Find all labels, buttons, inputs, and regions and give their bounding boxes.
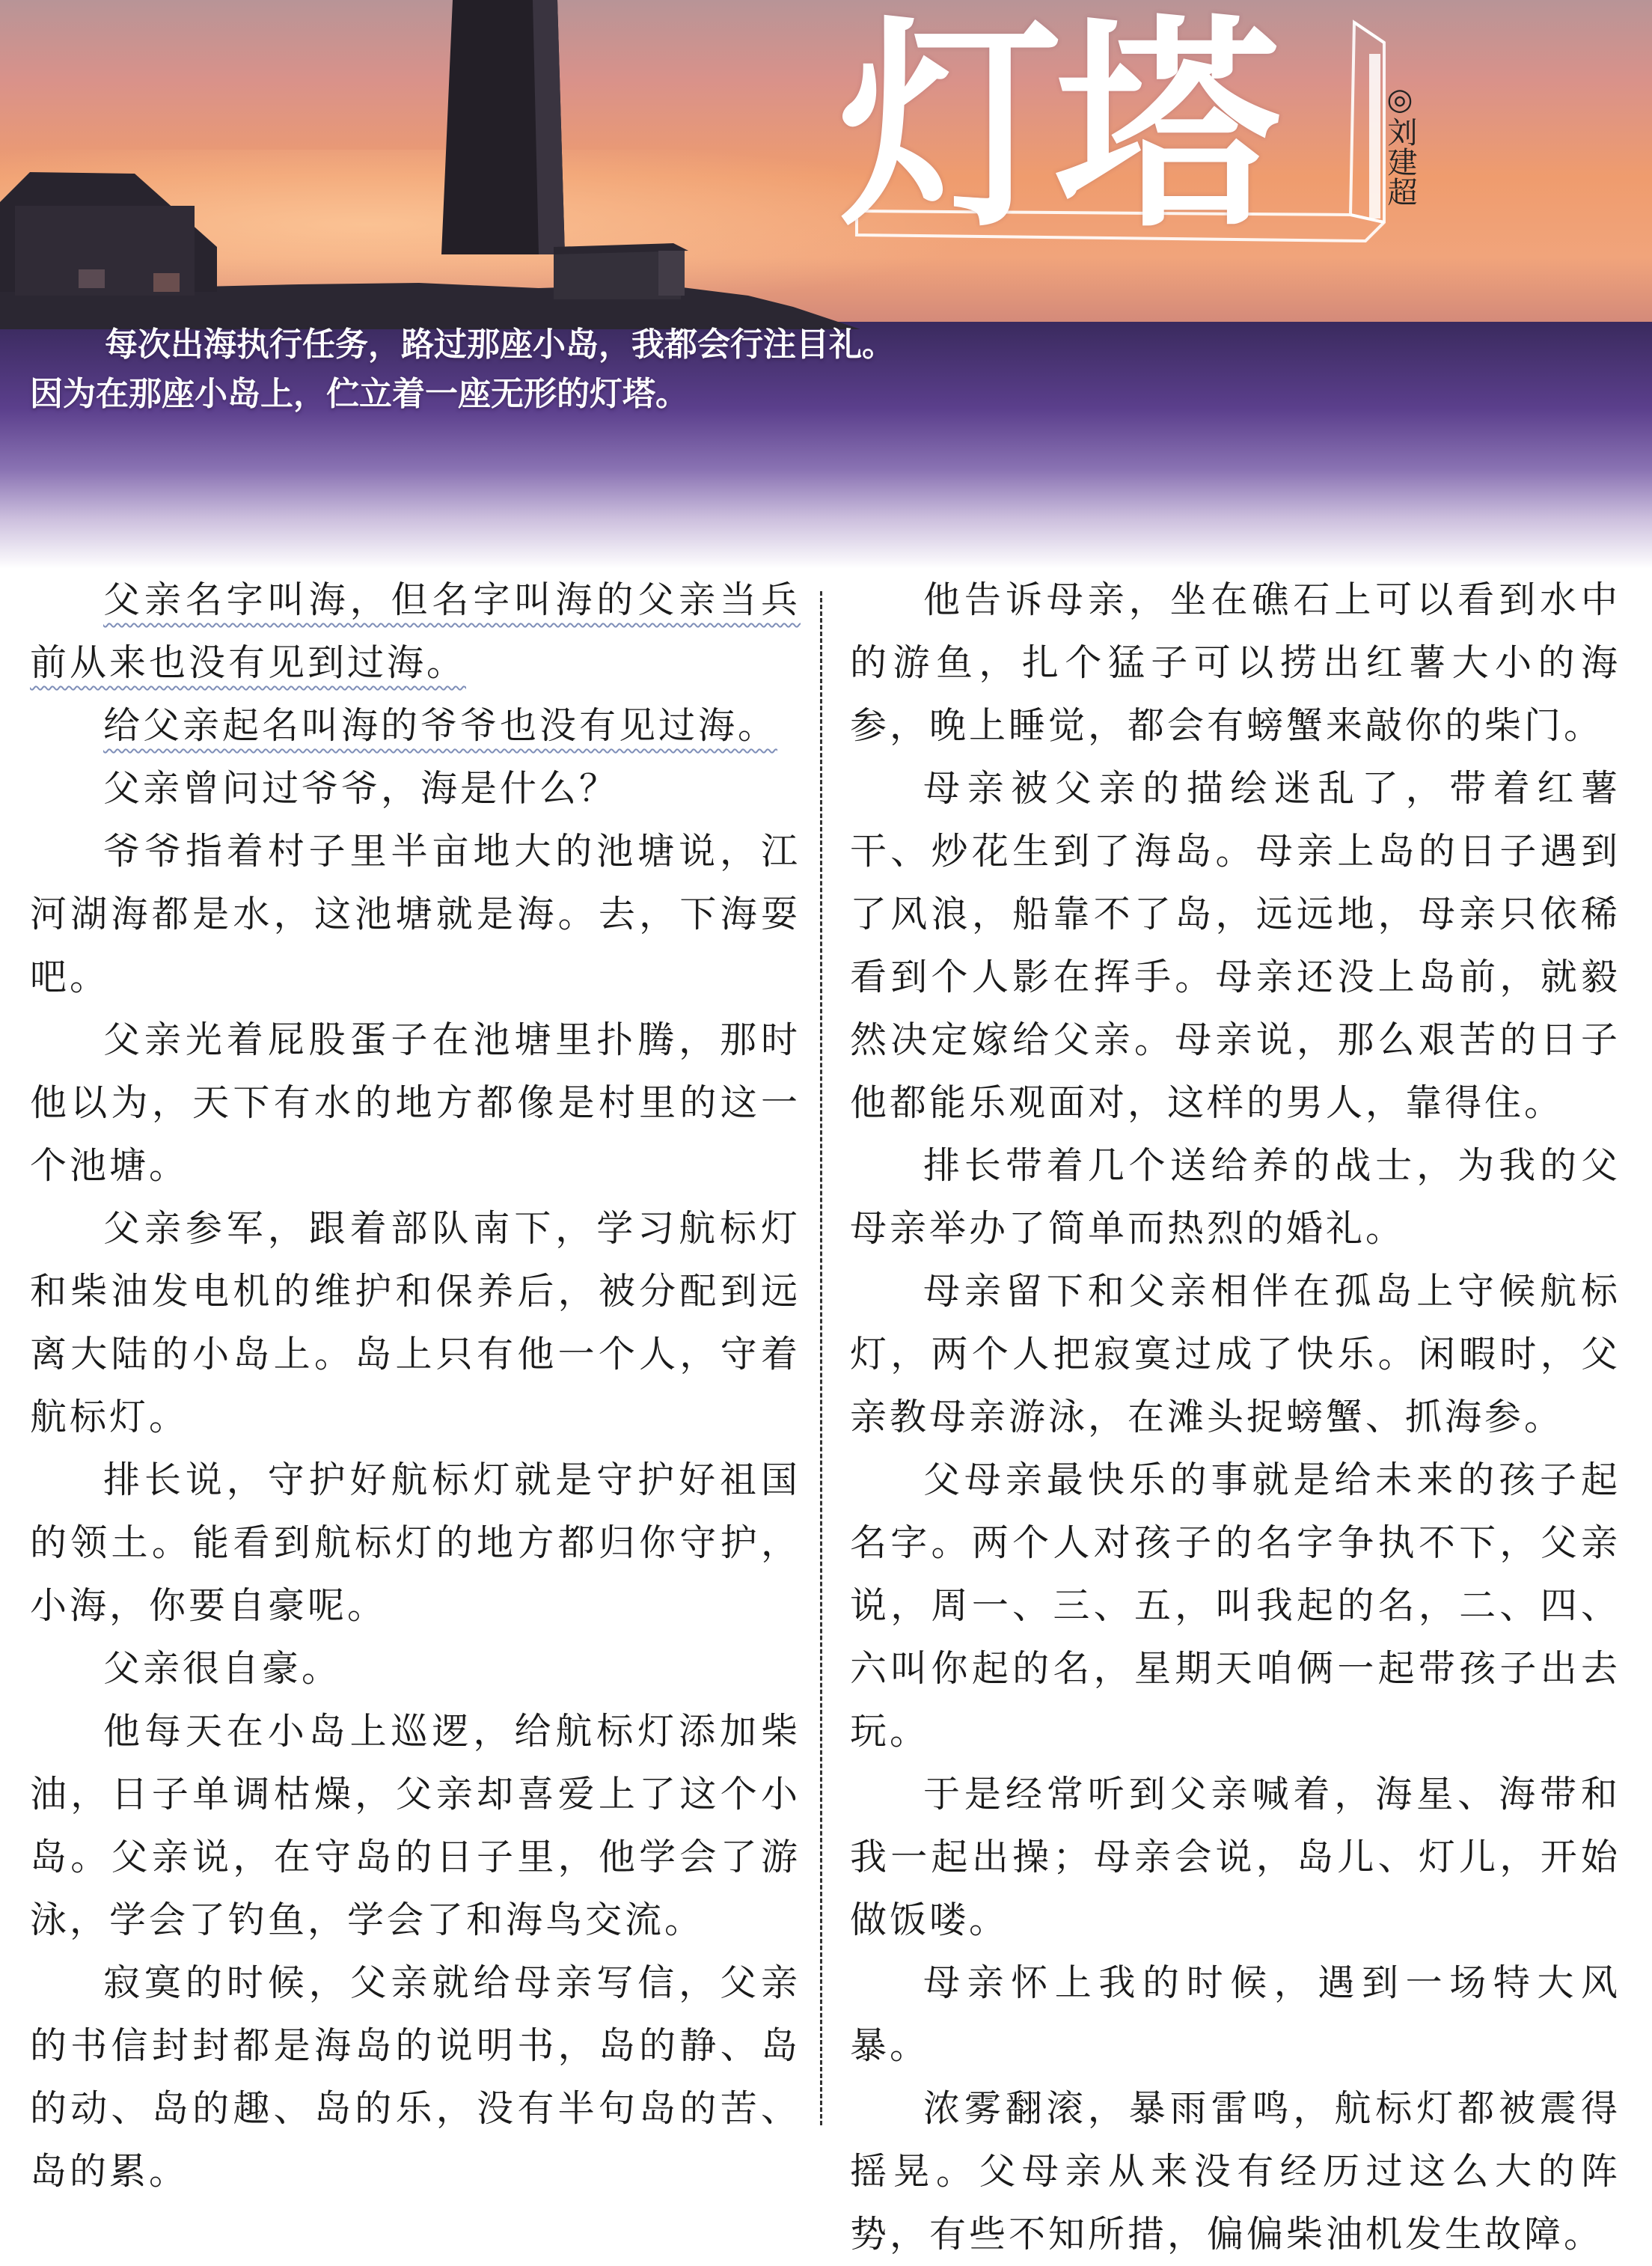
paragraph: 排长说，守护好航标灯就是守护好祖国的领土。能看到航标灯的地方都归你守护，小海，你要自豪呢。 [30,1459,801,1627]
lead-paragraph [30,320,1077,419]
paragraph: 父母亲最快乐的事就是给未来的孩子起名字。两个人对孩子的名字争执不下，父亲说，周一、三、五，叫我起的名，二、四、六叫你起的名，星期天咱俩一起带孩子出去玩。 [850,1459,1621,1753]
lead-line-1: 每次出海执行任务，路过那座小岛，我都会行注目礼。 [105,326,895,364]
header-illustration [0,0,1652,569]
paragraph: 母亲被父亲的描绘迷乱了，带着红薯干、炒花生到了海岛。母亲上岛的日子遇到了风浪，船靠不了岛，远远地，母亲只依稀看到个人影在挥手。母亲还没上岛前，就毅然决定嫁给父亲。母亲说，那么艰苦的日子他都能乐观面对，这样的男人，靠得住。 [850,767,1621,1124]
paragraph: 父亲很自豪。 [103,1647,342,1690]
paragraph: 排长带着几个送给养的战士，为我的父母亲举办了简单而热烈的婚礼。 [850,1144,1621,1250]
paragraph: 母亲留下和父亲相伴在孤岛上守候航标灯，两个人把寂寞过成了快乐。闲暇时，父亲教母亲游泳，在滩头捉螃蟹、抓海参。 [850,1270,1621,1438]
author-byline: ◎刘建超 [1383,82,1417,207]
paragraph: 他告诉母亲，坐在礁石上可以看到水中的游鱼，扎个猛子可以捞出红薯大小的海参，晚上睡觉，都会有螃蟹来敲你的柴门。 [850,578,1621,747]
paragraph [30,694,801,757]
paragraph: 他每天在小岛上巡逻，给航标灯添加柴油，日子单调枯燥，父亲却喜爱上了这个小岛。父亲说，在守岛的日子里，他学会了游泳，学会了钓鱼，学会了和海鸟交流。 [30,1710,801,1941]
paragraph: 父亲光着屁股蛋子在池塘里扑腾，那时他以为，天下有水的地方都像是村里的这一个池塘。 [30,1019,801,1187]
paragraph: 寂寞的时候，父亲就给母亲写信，父亲的书信封封都是海岛的说明书，岛的静、岛的动、岛的趣、岛的乐，没有半句岛的苦、岛的累。 [30,1961,801,2193]
paragraph: 爷爷指着村子里半亩地大的池塘说，江河湖海都是水，这池塘就是海。去，下海耍吧。 [30,830,801,998]
lead-line-2: 因为在那座小岛上，伫立着一座无形的灯塔。 [30,375,688,413]
article-title: 灯塔 [838,0,1272,257]
column-divider [820,591,822,2125]
left-column [30,569,801,2203]
paragraph: 母亲怀上我的时候，遇到一场特大风暴。 [850,1961,1621,2067]
paragraph [30,569,801,694]
paragraph: 父亲曾问过爷爷，海是什么？ [103,767,620,810]
underlined-sentence: 父亲名字叫海，但名字叫海的父亲当兵前从来也没有见到过海。 [30,578,801,684]
paragraph: 于是经常听到父亲喊着，海星、海带和我一起出操；母亲会说，岛儿、灯儿，开始做饭喽。 [850,1773,1621,1941]
right-column [850,569,1621,2266]
underlined-sentence: 给父亲起名叫海的爷爷也没有见过海。 [103,704,778,747]
paragraph: 浓雾翻滚，暴雨雷鸣，航标灯都被震得摇晃。父母亲从来没有经历过这么大的阵势，有些不知所措，偏偏柴油机发生故障。 [850,2087,1621,2256]
paragraph: 父亲参军，跟着部队南下，学习航标灯和柴油发电机的维护和保养后，被分配到远离大陆的小岛上。岛上只有他一个人，守着航标灯。 [30,1207,801,1438]
